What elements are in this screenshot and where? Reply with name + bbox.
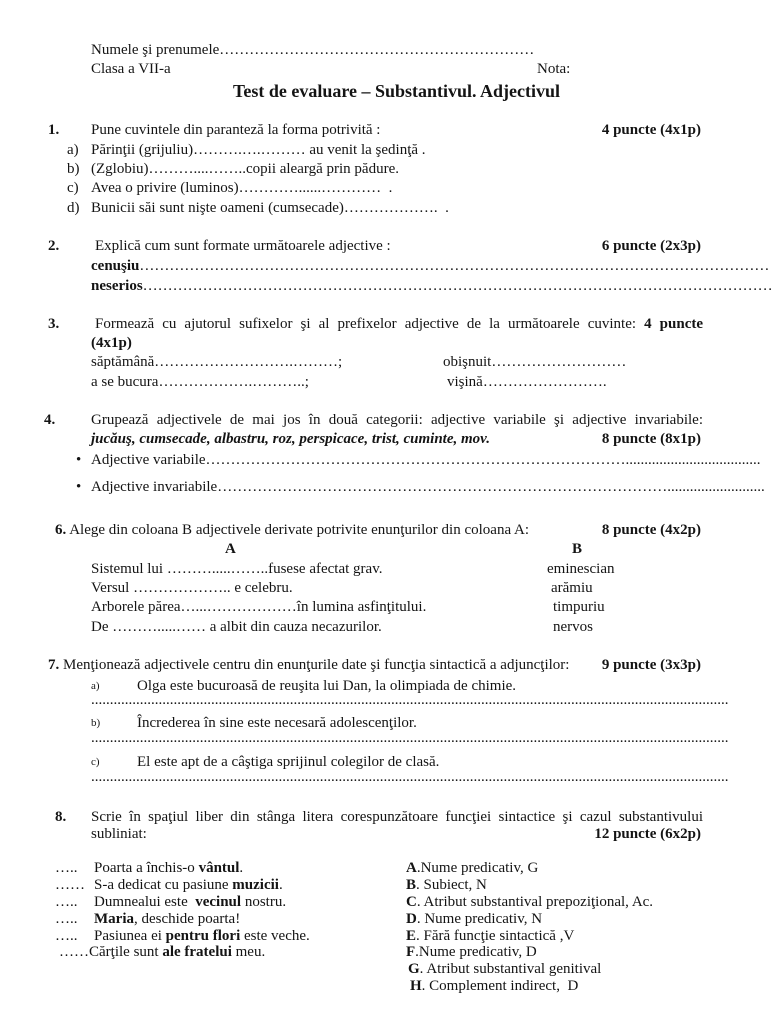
option-text: . Subiect, N	[416, 877, 487, 893]
bullet-icon: •	[76, 479, 82, 495]
q3-prompt-line	[95, 316, 703, 333]
q8-sentence	[55, 911, 240, 928]
q2-word: neserios	[91, 278, 143, 294]
q8-option	[410, 978, 578, 995]
q8-prompt	[91, 809, 703, 826]
option-letter: A	[406, 860, 417, 876]
q3-word: a se bucura……………….………..;	[91, 374, 309, 390]
q8-sentence	[55, 877, 283, 894]
sentence-text: , deschide poarta!	[133, 911, 241, 927]
q8-sentence	[55, 860, 243, 877]
q2-prompt: Explică cum sunt formate următoarele adjective :	[95, 238, 391, 254]
class-label: Clasa a VII-a	[91, 61, 171, 77]
option-text: . Fără funcţie sintactică ,V	[416, 928, 575, 944]
sentence-text: Poarta a închis-o	[94, 860, 199, 876]
q6-points: 8 puncte (4x2p)	[601, 522, 701, 538]
q6-number: 6.	[55, 522, 67, 538]
column-b-adjective: timpuriu	[553, 599, 605, 615]
option-letter: D	[406, 911, 417, 927]
q8-option	[406, 911, 542, 928]
option-letter: H	[410, 978, 422, 994]
column-a-sentence: De ……….....…… a albit din cauza necazurilor.	[91, 619, 382, 635]
option-text: .Nume predicativ, D	[415, 944, 537, 960]
q2-answer-row	[91, 278, 773, 295]
q8-option	[406, 860, 538, 877]
q2-word: cenuşiu	[91, 258, 140, 274]
q4-number: 4.	[44, 412, 56, 428]
q8-option	[406, 894, 653, 911]
q1-points: 4 puncte (4x1p)	[601, 122, 701, 138]
q8-option	[406, 928, 574, 945]
q2-answer-blank: ………………………………………………………………………………………………………………	[139, 258, 770, 274]
q1-item-text: Bunicii săi sunt nişte oameni (cumsecade)………………. .	[91, 200, 449, 216]
option-letter: F	[406, 944, 416, 960]
q8-number: 8.	[55, 809, 67, 825]
option-text: .Nume predicativ, G	[416, 860, 539, 876]
q7-item-label: c)	[91, 756, 100, 768]
underlined-noun: muzicii	[232, 877, 279, 893]
q3-word: săptămână……………………….………;	[91, 354, 343, 370]
q7-answer-line: ..........................................................................................................................................................................	[91, 730, 729, 746]
q1-item-label: d)	[67, 200, 80, 216]
answer-blank: …..	[55, 894, 78, 910]
sentence-text: meu.	[231, 944, 266, 960]
option-letter: G	[408, 961, 420, 977]
sentence-text: Cărţile sunt	[89, 944, 163, 960]
q6-prompt: Alege din coloana B adjectivele derivate potrivite enunţurilor din coloana A:	[69, 522, 530, 538]
q4-prompt	[91, 412, 703, 429]
q1-item-text: Părinţii (grijuliu)……….….……… au venit la şedinţă .	[91, 142, 426, 158]
q4-category-line: Adjective invariabile………………………………………………………………………………..........................	[91, 479, 765, 495]
option-letter: C	[406, 894, 417, 910]
q1-number: 1.	[48, 122, 60, 138]
column-b-adjective: arămiu	[551, 580, 593, 596]
q7-number: 7.	[48, 657, 60, 673]
q8-prompt-text: Scrie în spaţiul liber din stânga litera corespunzătoare funcţiei sintactice şi cazul substantivului	[91, 809, 703, 825]
option-text: . Atribut substantival prepoziţional, Ac.	[416, 894, 654, 910]
q3-number: 3.	[48, 316, 60, 332]
q1-item-text: Avea o privire (luminos)…………......………… .	[91, 180, 393, 196]
q7-item-label: b)	[91, 717, 101, 729]
sentence-text: este veche.	[240, 928, 310, 944]
q8-option	[406, 944, 537, 961]
sentence-text: .	[278, 877, 283, 893]
column-a-sentence: Sistemul lui ……….....……..fusese afectat grav.	[91, 561, 383, 577]
q8-points: 12 puncte (6x2p)	[594, 826, 701, 842]
column-b-adjective: nervos	[553, 619, 593, 635]
q1-item-text: (Zglobiu)………....……..copii aleargă prin pădure.	[91, 161, 399, 177]
option-text: . Complement indirect, D	[421, 978, 579, 994]
sentence-text: Dumnealui este	[94, 894, 196, 910]
q2-answer-row	[91, 258, 770, 275]
underlined-noun: vecinul	[195, 894, 242, 910]
q2-answer-blank: ………………………………………………………………………………………………………………	[142, 278, 773, 294]
q7-points: 9 puncte (3x3p)	[601, 657, 701, 673]
sentence-text: Pasiunea ei	[94, 928, 166, 944]
q7-sentence: El este apt de a câştiga sprijinul colegilor de clasă.	[137, 754, 440, 770]
q4-word-list: jucăuş, cumsecade, albastru, roz, perspicace, trist, cuminte, mov.	[91, 431, 491, 447]
underlined-noun: pentru flori	[165, 928, 241, 944]
q8-sentence	[55, 928, 310, 945]
q2-number: 2.	[48, 238, 60, 254]
q7-prompt-line	[48, 657, 569, 674]
q4-prompt-text: Grupează adjectivele de mai jos în două categorii: adjective variabile şi adjective invariabile:	[91, 412, 703, 428]
column-a-header: A	[225, 541, 236, 557]
grade-label: Nota:	[537, 61, 571, 77]
q7-item-label: a)	[91, 680, 100, 692]
answer-blank: ……	[59, 944, 89, 960]
underlined-noun: Maria	[94, 911, 134, 927]
underlined-noun: vântul	[198, 860, 240, 876]
q8-option	[408, 961, 601, 978]
q1-item-label: a)	[67, 142, 79, 158]
underlined-noun: ale fratelui	[162, 944, 232, 960]
q1-item-label: b)	[67, 161, 80, 177]
student-name-line: Numele şi prenumele………………………………………………………	[91, 42, 535, 58]
q6-prompt-line	[55, 522, 529, 539]
q7-sentence: Încrederea în sine este necesară adolescenţilor.	[137, 715, 417, 731]
q8-prompt-continuation: subliniat:	[91, 826, 147, 842]
answer-blank: …..	[55, 928, 78, 944]
option-letter: B	[406, 877, 417, 893]
q3-word: vişină…………………….	[447, 374, 607, 390]
q3-prompt: Formează cu ajutorul sufixelor şi al prefixelor adjective de la următoarele cuvinte:	[95, 316, 637, 332]
q1-prompt: Pune cuvintele din paranteză la forma potrivită :	[91, 122, 381, 138]
answer-blank: ……	[55, 877, 85, 893]
q7-sentence: Olga este bucuroasă de reuşita lui Dan, la olimpiada de chimie.	[137, 678, 517, 694]
q7-prompt: Menţionează adjectivele centru din enunţurile date şi funcţia sintactică a adjuncţilor:	[63, 657, 570, 673]
option-text: . Atribut substantival genitival	[419, 961, 602, 977]
q8-sentence	[55, 894, 286, 911]
q7-answer-line: ..........................................................................................................................................................................	[91, 692, 729, 708]
column-a-sentence: Arborele părea…...………………în lumina asfinţitului.	[91, 599, 427, 615]
option-text: . Nume predicativ, N	[416, 911, 543, 927]
sentence-text: S-a dedicat cu pasiune	[94, 877, 233, 893]
sentence-text: .	[239, 860, 244, 876]
q1-item-label: c)	[67, 180, 79, 196]
q2-points: 6 puncte (2x3p)	[601, 238, 701, 254]
column-a-sentence: Versul ……………….. e celebru.	[91, 580, 293, 596]
sentence-text: nostru.	[241, 894, 287, 910]
page-title: Test de evaluare – Substantivul. Adjectivul	[233, 81, 561, 101]
q4-category-line: Adjective variabile…………………………………………………………………………....................................	[91, 452, 761, 468]
column-b-header: B	[572, 541, 583, 557]
q7-answer-line: ..........................................................................................................................................................................	[91, 769, 729, 785]
q8-sentence	[59, 944, 265, 961]
q3-word: obişnuit………………………	[443, 354, 627, 370]
q4-points: 8 puncte (8x1p)	[601, 431, 701, 447]
answer-blank: …..	[55, 860, 78, 876]
q3-points: 4 puncte	[644, 316, 704, 332]
q3-points-note: (4x1p)	[91, 335, 132, 351]
bullet-icon: •	[76, 452, 82, 468]
column-b-adjective: eminescian	[547, 561, 615, 577]
q8-option	[406, 877, 487, 894]
option-letter: E	[406, 928, 417, 944]
answer-blank: …..	[55, 911, 78, 927]
